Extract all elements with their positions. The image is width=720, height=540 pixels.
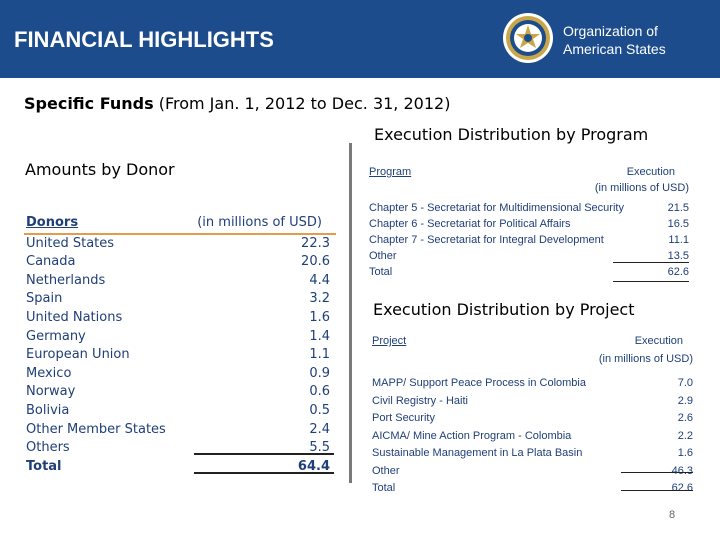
donor-name: Canada (26, 254, 76, 270)
project-unit-row (372, 351, 693, 375)
program-total-label: Total (369, 266, 393, 278)
donor-amount: 20.6 (301, 254, 330, 270)
table-row (24, 383, 336, 402)
table-total-row (369, 264, 689, 280)
program-unit-row (369, 180, 689, 200)
donor-amount: 22.3 (301, 235, 330, 251)
donor-amount: 0.9 (309, 365, 330, 381)
donor-total-rule (194, 453, 334, 455)
donor-section-label: Amounts by Donor (25, 160, 175, 179)
org-name-line2: American States (563, 41, 666, 57)
header-bar (0, 0, 720, 78)
project-name: AICMA/ Mine Action Program - Colombia (372, 429, 572, 442)
table-row (369, 232, 689, 248)
donor-name: Netherlands (26, 272, 106, 288)
donor-amount: 0.5 (309, 402, 330, 418)
program-amount: 13.5 (667, 250, 689, 262)
table-row (24, 346, 336, 365)
donor-total-amount: 64.4 (297, 458, 330, 474)
donor-name: European Union (26, 347, 130, 363)
program-amount: 21.5 (667, 202, 689, 214)
vertical-divider (349, 143, 352, 483)
program-col-value: Execution (626, 166, 675, 178)
subtitle (24, 94, 450, 113)
donor-total-label: Total (26, 458, 62, 474)
subtitle-bold: Specific Funds (24, 94, 154, 113)
table-row (24, 421, 336, 440)
project-col-value: Execution (634, 335, 683, 347)
donor-amount: 4.4 (309, 272, 330, 288)
program-name: Chapter 5 - Secretariat for Multidimensional Security (369, 202, 624, 214)
table-row (372, 410, 693, 428)
project-amount: 2.6 (677, 412, 693, 424)
table-row (24, 290, 336, 309)
project-total-label: Total (372, 482, 396, 494)
donor-table (24, 214, 336, 476)
donor-amount: 0.6 (309, 384, 330, 400)
table-row (24, 402, 336, 421)
program-name: Other (369, 250, 397, 262)
program-col-unit: (in millions of USD) (594, 182, 689, 194)
table-row (24, 309, 336, 328)
donor-name: Other Member States (26, 421, 166, 437)
project-name: MAPP/ Support Peace Process in Colombia (372, 377, 586, 389)
program-total-rule (613, 262, 689, 263)
donor-name: Bolivia (26, 402, 70, 418)
page-number: 8 (669, 509, 676, 521)
table-row (372, 375, 693, 393)
program-table-header (369, 164, 689, 180)
table-row (24, 328, 336, 347)
project-col-name: Project (372, 335, 407, 347)
program-name: Chapter 6 - Secretariat for Political Affairs (369, 218, 571, 230)
project-section-label: Execution Distribution by Project (373, 300, 635, 319)
donor-amount: 5.5 (309, 440, 330, 456)
table-total-row (372, 480, 693, 498)
project-name: Civil Registry - Haiti (372, 394, 468, 407)
program-bottom-rule (613, 281, 689, 282)
table-row (369, 200, 689, 216)
donor-col-name: Donors (26, 215, 79, 230)
table-row (372, 445, 693, 463)
table-row (24, 272, 336, 291)
table-row (372, 393, 693, 411)
donor-col-value: (in millions of USD) (197, 215, 322, 230)
subtitle-date-range: (From Jan. 1, 2012 to Dec. 31, 2012) (153, 94, 451, 113)
program-amount: 16.5 (667, 218, 689, 230)
donor-bottom-rule (194, 472, 334, 474)
donor-table-header (24, 214, 336, 235)
project-amount: 2.2 (677, 429, 693, 442)
project-amount: 7.0 (677, 377, 693, 389)
program-section-label: Execution Distribution by Program (374, 125, 649, 144)
donor-name: Others (26, 440, 70, 456)
page-title: FINANCIAL HIGHLIGHTS (14, 27, 274, 52)
project-amount: 46.3 (671, 464, 693, 477)
donor-amount: 1.6 (309, 309, 330, 325)
oas-seal-icon (502, 12, 554, 64)
org-name (563, 22, 666, 58)
program-amount: 11.1 (668, 234, 689, 246)
project-col-unit: (in millions of USD) (598, 353, 693, 365)
donor-name: United Nations (26, 309, 123, 325)
donor-amount: 1.1 (309, 347, 330, 363)
program-total-amount: 62.6 (667, 266, 689, 278)
program-name: Chapter 7 - Secretariat for Integral Development (369, 234, 604, 246)
table-row (24, 253, 336, 272)
donor-name: Mexico (26, 365, 72, 381)
table-row (24, 235, 336, 254)
project-name: Other (372, 464, 400, 477)
donor-amount: 3.2 (309, 291, 330, 307)
table-row (372, 428, 693, 446)
project-bottom-rule (621, 490, 693, 491)
project-total-amount: 62.6 (671, 482, 693, 494)
donor-amount: 1.4 (309, 328, 330, 344)
donor-name: Spain (26, 291, 63, 307)
project-name: Port Security (372, 412, 435, 424)
donor-amount: 2.4 (309, 421, 330, 437)
project-amount: 2.9 (677, 394, 693, 407)
donor-name: Norway (26, 384, 76, 400)
donor-name: Germany (26, 328, 86, 344)
table-row (369, 216, 689, 232)
project-name: Sustainable Management in La Plata Basin (372, 447, 583, 459)
program-col-name: Program (369, 166, 412, 178)
org-name-line1: Organization of (563, 23, 658, 39)
project-amount: 1.6 (677, 447, 693, 459)
project-total-rule (621, 472, 693, 473)
project-table-header (372, 333, 693, 349)
donor-name: United States (26, 235, 115, 251)
table-row (24, 365, 336, 384)
